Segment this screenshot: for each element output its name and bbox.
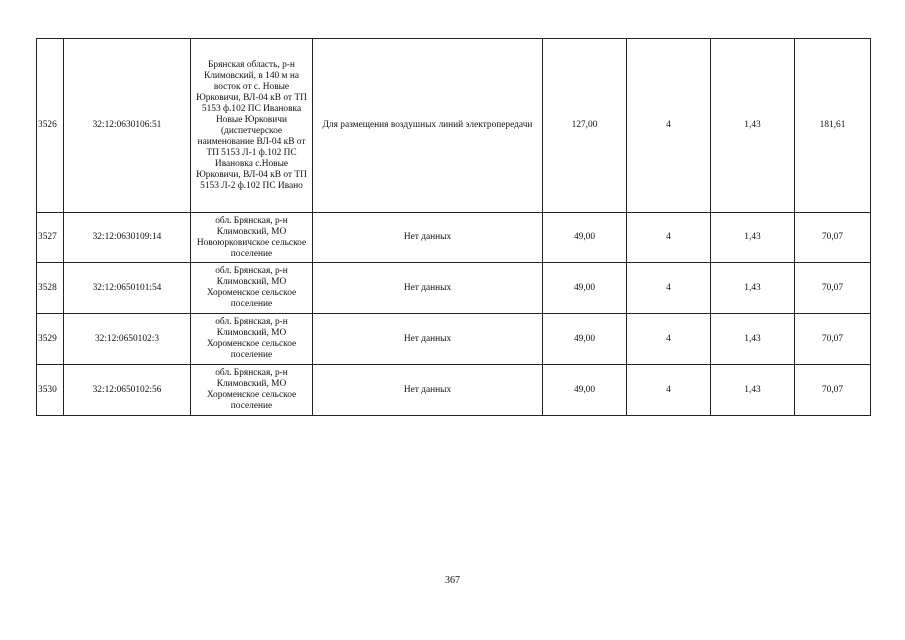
table-row [37, 314, 871, 365]
row-number: 3528 [37, 263, 64, 314]
plot-category: 4 [627, 263, 711, 314]
plot-category: 4 [627, 314, 711, 365]
cadastral-number: 32:12:0630106:51 [64, 39, 191, 213]
plot-amount: 70,07 [795, 263, 871, 314]
document-sheet [36, 38, 870, 416]
cadastral-number: 32:12:0650102:3 [64, 314, 191, 365]
plot-amount: 70,07 [795, 213, 871, 263]
plot-area: 49,00 [543, 314, 627, 365]
page-number: 367 [445, 575, 460, 586]
plot-category: 4 [627, 213, 711, 263]
plot-purpose: Нет данных [313, 365, 543, 416]
plot-purpose: Нет данных [313, 314, 543, 365]
plot-amount: 70,07 [795, 314, 871, 365]
plot-rate: 1,43 [711, 263, 795, 314]
table-row [37, 39, 871, 213]
plot-address-text: обл. Брянская, р-н Климовский, МО Хороменское сельское поселение [206, 317, 297, 360]
plot-rate: 1,43 [711, 314, 795, 365]
table-row [37, 213, 871, 263]
table-row [37, 263, 871, 314]
plot-rate: 1,43 [711, 365, 795, 416]
row-number: 3527 [37, 213, 64, 263]
plot-area: 127,00 [543, 39, 627, 213]
plot-purpose: Нет данных [313, 263, 543, 314]
plot-rate: 1,43 [711, 213, 795, 263]
land-plots-table [36, 38, 871, 416]
plot-address [191, 365, 313, 416]
plot-category: 4 [627, 365, 711, 416]
plot-area: 49,00 [543, 365, 627, 416]
plot-amount: 181,61 [795, 39, 871, 213]
cadastral-number: 32:12:0650101:54 [64, 263, 191, 314]
row-number: 3529 [37, 314, 64, 365]
plot-address-text: обл. Брянская, р-н Климовский, МО Новоюрковичское сельское поселение [196, 215, 307, 259]
row-number: 3530 [37, 365, 64, 416]
table-row [37, 365, 871, 416]
plot-address [191, 39, 313, 213]
plot-category: 4 [627, 39, 711, 213]
plot-address-text: обл. Брянская, р-н Климовский, МО Хороменское сельское поселение [206, 368, 297, 411]
plot-address [191, 213, 313, 263]
plot-purpose: Для размещения воздушных линий электропередачи [313, 39, 543, 213]
cadastral-number: 32:12:0650102:56 [64, 365, 191, 416]
plot-purpose: Нет данных [313, 213, 543, 263]
plot-address [191, 314, 313, 365]
row-number: 3526 [37, 39, 64, 213]
plot-rate: 1,43 [711, 39, 795, 213]
plot-address [191, 263, 313, 314]
cadastral-number: 32:12:0630109:14 [64, 213, 191, 263]
plot-area: 49,00 [543, 213, 627, 263]
plot-area: 49,00 [543, 263, 627, 314]
plot-address-text: Брянская область, р-н Климовский, в 140 м на восток от с. Новые Юрковичи, ВЛ-04 кВ от ТП 5153 ф.102 ПС Ивановка Новые Юрковичи (диспетчерское наименование ВЛ-04 кВ от ТП 5153 Л-1 ф.102 ПС Ивановка с.Новые Юрковичи, ВЛ-04 кВ от ТП 5153 Л-2 ф.102 ПС Ивано [196, 59, 307, 191]
plot-address-text: обл. Брянская, р-н Климовский, МО Хороменское сельское поселение [206, 266, 297, 309]
plot-amount: 70,07 [795, 365, 871, 416]
